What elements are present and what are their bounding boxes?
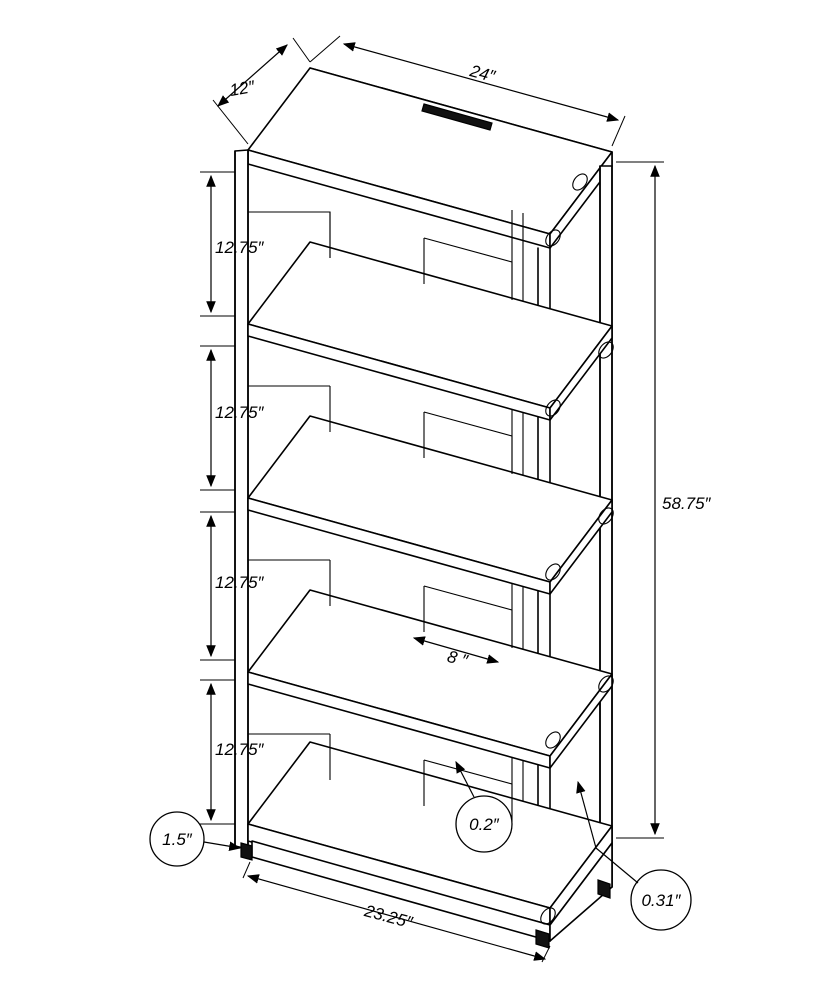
dim-gap-2 <box>200 346 265 490</box>
foot-left <box>241 843 252 860</box>
callout-panel-thickness <box>456 762 512 852</box>
dim-gap-2-label: 12.75″ <box>215 403 264 422</box>
dim-gap-3-label: 12.75″ <box>215 573 264 592</box>
dim-gap-4 <box>200 680 265 824</box>
dim-depth-top-label: 12″ <box>228 77 256 101</box>
dim-gap-4-label: 12.75″ <box>215 740 264 759</box>
dim-inner-depth-label: 8 ″ <box>445 646 470 671</box>
dim-base-width-label: 23.25″ <box>362 901 415 933</box>
dim-overall-height-label: 58.75″ <box>662 494 711 513</box>
callout-foot-height-label: 1.5″ <box>162 830 192 849</box>
dim-width-top-label: 24″ <box>467 61 497 87</box>
dim-gap-1 <box>200 172 265 316</box>
dim-gap-3 <box>200 512 265 660</box>
dim-gap-1-label: 12.75″ <box>215 238 264 257</box>
bookcase-body <box>235 68 616 948</box>
dim-overall-height <box>616 162 712 838</box>
callout-panel-thickness-label: 0.2″ <box>469 815 499 834</box>
callout-back-thickness-label: 0.31″ <box>641 891 681 910</box>
callout-foot-height <box>150 812 240 866</box>
